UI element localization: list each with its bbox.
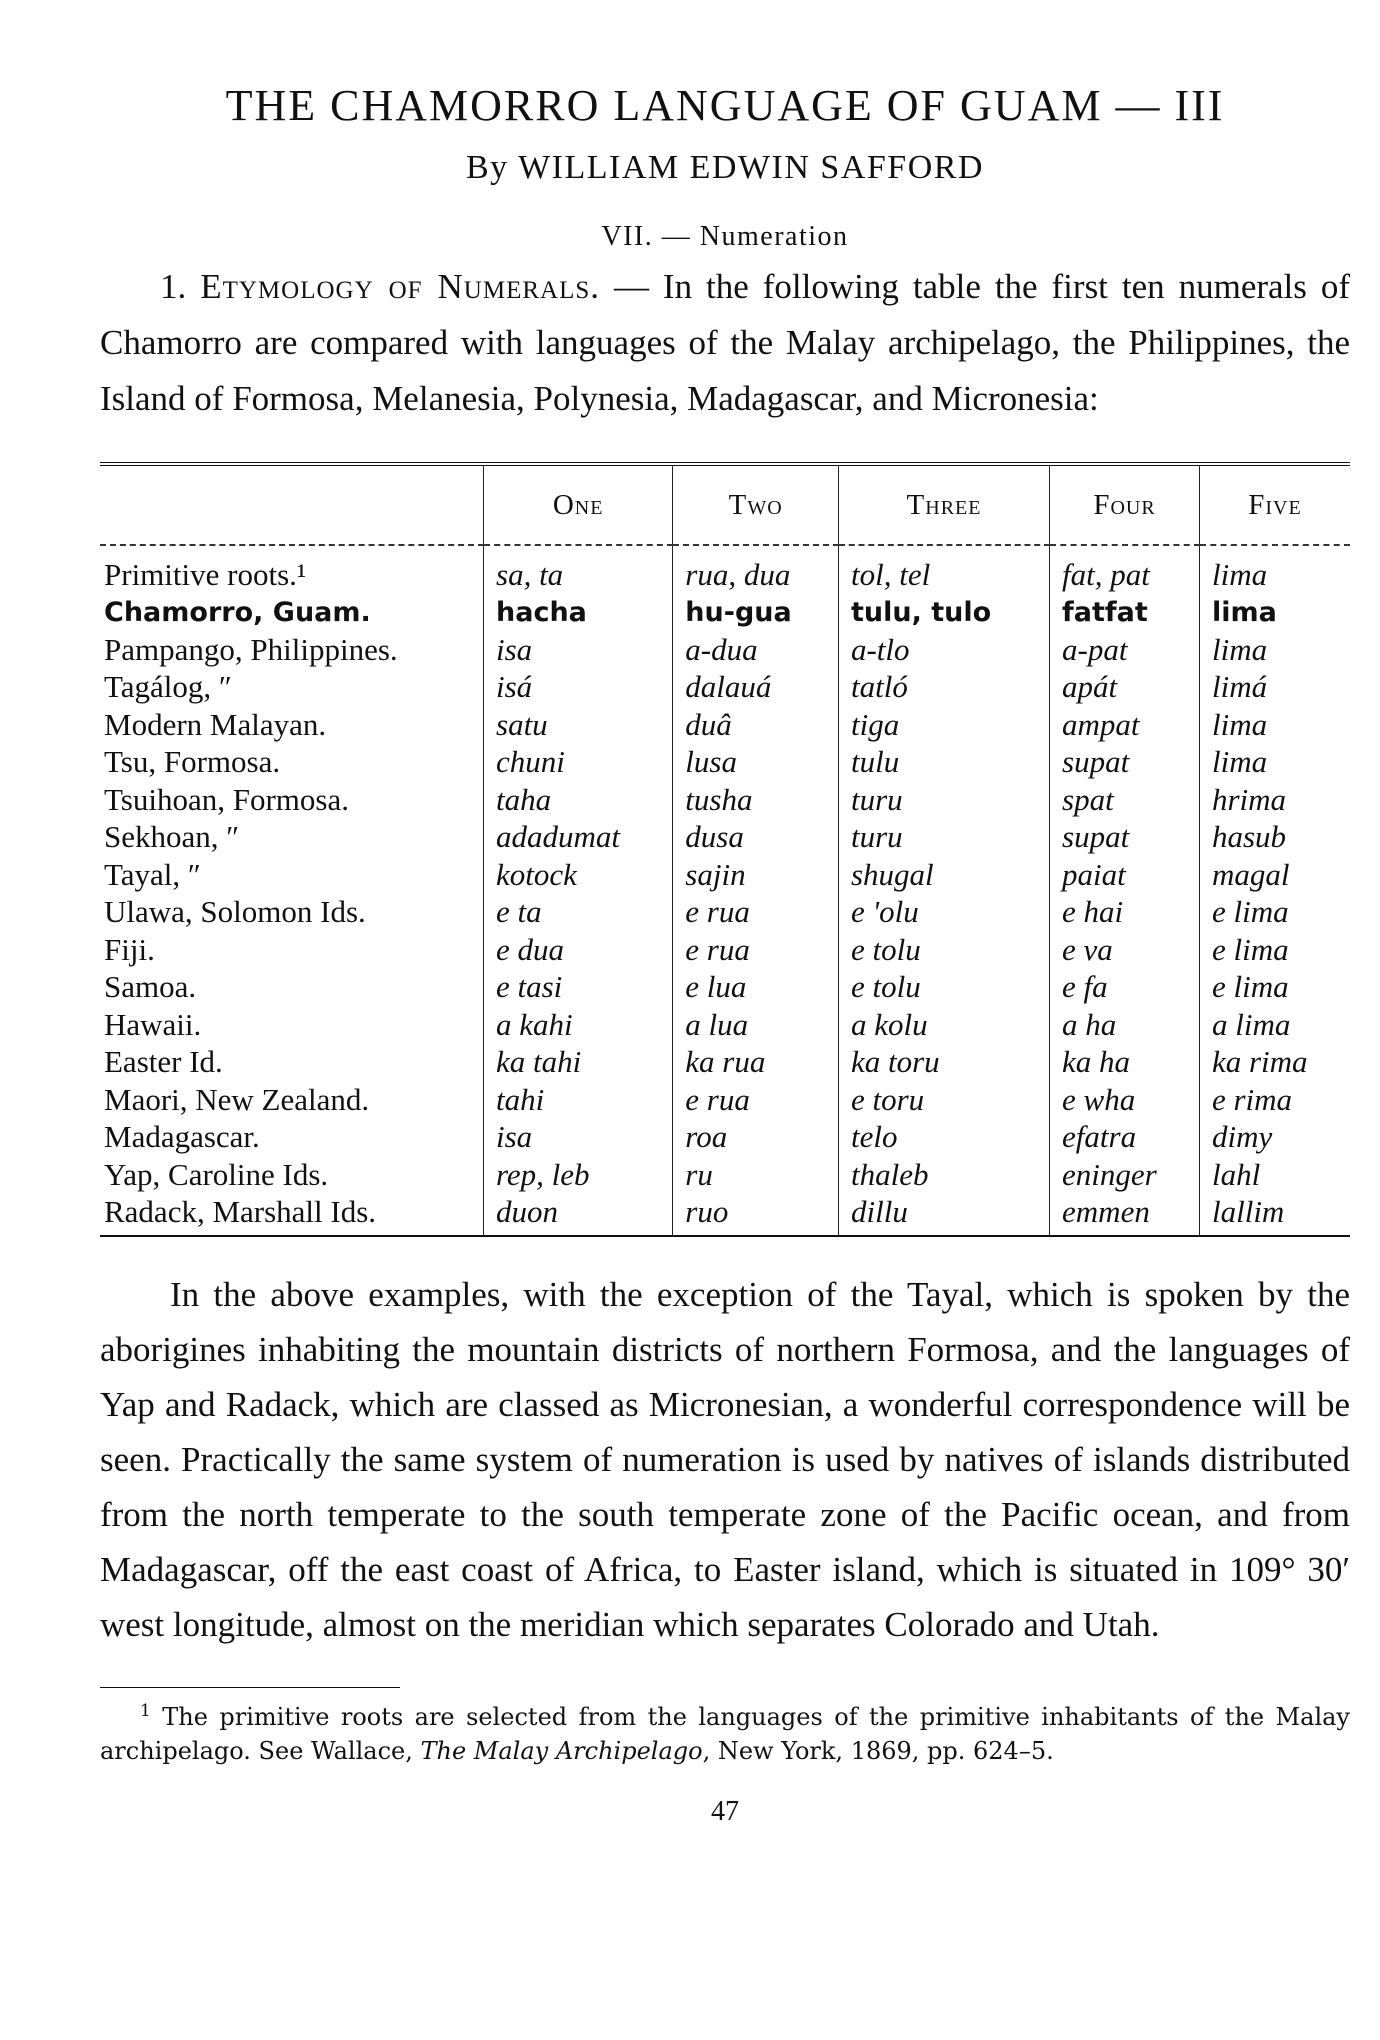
numeral-five-cell: a lima — [1211, 1006, 1291, 1042]
numeral-five-cell: e lima — [1211, 894, 1289, 930]
numeral-four-cell: e hai — [1050, 894, 1200, 932]
numeral-four-cell: fatfat — [1050, 594, 1200, 632]
numeral-four-cell: ka ha — [1050, 1044, 1200, 1082]
numeral-four-cell: a ha — [1050, 1006, 1200, 1044]
numeral-two-cell: tusha — [673, 781, 839, 819]
numeral-five-cell: lima — [1211, 744, 1268, 780]
numeral-two-cell: ruo — [673, 1194, 839, 1237]
table-row — [100, 669, 1350, 707]
numeral-three-cell: ka toru — [838, 1044, 1049, 1082]
numeral-two-cell: dalauá — [673, 669, 839, 707]
page — [100, 60, 1350, 1828]
numeral-one-cell: hacha — [484, 594, 673, 632]
numeral-three-cell: thaleb — [838, 1156, 1049, 1194]
language-cell: Tayal, ″ — [100, 856, 484, 894]
intro-text: — In the following table the first ten numerals of Chamorro are compared with languages of the Malay archipelago, the Philippines, the Island of Formosa, Melanesia, Polynesia, Madagascar, and Micronesia: — [100, 267, 1350, 418]
header-four: Four — [1050, 464, 1200, 545]
numeral-five-cell: lahl — [1211, 1156, 1261, 1192]
language-cell: Yap, Caroline Ids. — [100, 1156, 484, 1194]
numeral-one-cell: rep, leb — [484, 1156, 673, 1194]
numeral-four-cell: e fa — [1050, 969, 1200, 1007]
numeral-one-cell: a kahi — [484, 1006, 673, 1044]
header-three: Three — [838, 464, 1049, 545]
footnote-mark: 1 — [140, 1701, 151, 1721]
language-cell: Samoa. — [100, 969, 484, 1007]
table-row — [100, 931, 1350, 969]
numeral-five-cell: lima — [1211, 706, 1268, 742]
footnote-text-after: , New York, 1869, pp. 624–5. — [702, 1737, 1054, 1765]
numeral-five-cell: dimy — [1211, 1119, 1273, 1155]
numeral-five-cell: hasub — [1211, 819, 1287, 855]
numeral-one-cell: ka tahi — [484, 1044, 673, 1082]
numeral-two-cell: dusa — [673, 819, 839, 857]
numeral-five-cell: hrima — [1211, 781, 1287, 817]
language-cell: Primitive roots.¹ — [100, 545, 484, 594]
numeral-one-cell: e dua — [484, 931, 673, 969]
numeral-three-cell: turu — [838, 819, 1049, 857]
numeral-three-cell: e tolu — [838, 931, 1049, 969]
numeral-one-cell: e tasi — [484, 969, 673, 1007]
intro-paragraph — [100, 259, 1350, 427]
header-one: One — [484, 464, 673, 545]
numeral-five-cell: lima — [1211, 596, 1277, 628]
table-row — [100, 781, 1350, 819]
table-row — [100, 594, 1350, 632]
table-header-row — [100, 464, 1350, 545]
numeral-two-cell: e lua — [673, 969, 839, 1007]
numeral-three-cell: e toru — [838, 1081, 1049, 1119]
numeral-four-cell: supat — [1050, 744, 1200, 782]
author-byline: By WILLIAM EDWIN SAFFORD — [466, 149, 984, 186]
table-body — [100, 545, 1350, 1236]
numeral-two-cell: ka rua — [673, 1044, 839, 1082]
numeral-two-cell: ru — [673, 1156, 839, 1194]
numeral-four-cell: e wha — [1050, 1081, 1200, 1119]
numeral-three-cell: tatló — [838, 669, 1049, 707]
table-row — [100, 1156, 1350, 1194]
intro-number: 1. — [160, 267, 187, 306]
numeral-two-cell: sajin — [673, 856, 839, 894]
language-cell: Pampango, Philippines. — [100, 631, 484, 669]
language-cell: Fiji. — [100, 931, 484, 969]
table-row — [100, 969, 1350, 1007]
article-title: THE CHAMORRO LANGUAGE OF GUAM — III — [225, 81, 1225, 130]
table-row — [100, 706, 1350, 744]
numerals-table — [100, 462, 1350, 1237]
numeral-one-cell: adadumat — [484, 819, 673, 857]
numeral-one-cell: tahi — [484, 1081, 673, 1119]
numeral-two-cell: a lua — [673, 1006, 839, 1044]
numeral-one-cell: isa — [484, 631, 673, 669]
numeral-three-cell: e 'olu — [838, 894, 1049, 932]
language-cell: Tsuihoan, Formosa. — [100, 781, 484, 819]
section-heading: VII. — Numeration — [601, 221, 849, 252]
numeral-four-cell: apát — [1050, 669, 1200, 707]
numeral-five-cell: e lima — [1211, 931, 1289, 967]
numeral-three-cell: tulu, tulo — [838, 594, 1049, 632]
numeral-five-cell: e rima — [1211, 1081, 1293, 1117]
table-row — [100, 1044, 1350, 1082]
numeral-three-cell: shugal — [838, 856, 1049, 894]
table-row — [100, 1006, 1350, 1044]
table-row — [100, 856, 1350, 894]
numeral-one-cell: kotock — [484, 856, 673, 894]
language-cell: Chamorro, Guam. — [100, 594, 484, 632]
numeral-four-cell: spat — [1050, 781, 1200, 819]
numeral-two-cell: roa — [673, 1119, 839, 1157]
numeral-five-cell: ka rima — [1211, 1044, 1308, 1080]
table-row — [100, 1194, 1350, 1237]
numeral-two-cell: e rua — [673, 1081, 839, 1119]
language-cell: Radack, Marshall Ids. — [100, 1194, 484, 1237]
language-cell: Tagálog, ″ — [100, 669, 484, 707]
table-row — [100, 631, 1350, 669]
numeral-four-cell: paiat — [1050, 856, 1200, 894]
language-cell: Madagascar. — [100, 1119, 484, 1157]
numeral-four-cell: e va — [1050, 931, 1200, 969]
header-two: Two — [673, 464, 839, 545]
numeral-one-cell: isa — [484, 1119, 673, 1157]
numeral-five-cell: lima — [1211, 556, 1268, 592]
numeral-five-cell: lima — [1211, 631, 1268, 667]
language-cell: Maori, New Zealand. — [100, 1081, 484, 1119]
table-row — [100, 894, 1350, 932]
numeral-two-cell: lusa — [673, 744, 839, 782]
numeral-four-cell: supat — [1050, 819, 1200, 857]
numeral-three-cell: tol, tel — [838, 545, 1049, 594]
numeral-four-cell: emmen — [1050, 1194, 1200, 1237]
numeral-four-cell: a-pat — [1050, 631, 1200, 669]
numeral-one-cell: sa, ta — [484, 545, 673, 594]
footnote-rule — [100, 1687, 400, 1688]
language-cell: Ulawa, Solomon Ids. — [100, 894, 484, 932]
numeral-one-cell: isá — [484, 669, 673, 707]
numeral-one-cell: duon — [484, 1194, 673, 1237]
numeral-one-cell: satu — [484, 706, 673, 744]
numeral-one-cell: taha — [484, 781, 673, 819]
numeral-three-cell: dillu — [838, 1194, 1049, 1237]
table-row — [100, 744, 1350, 782]
numeral-three-cell: e tolu — [838, 969, 1049, 1007]
numeral-three-cell: telo — [838, 1119, 1049, 1157]
language-cell: Modern Malayan. — [100, 706, 484, 744]
numeral-four-cell: ampat — [1050, 706, 1200, 744]
page-number: 47 — [711, 1796, 739, 1827]
intro-lead: Etymology of Numerals. — [200, 267, 601, 306]
numeral-four-cell: fat, pat — [1050, 545, 1200, 594]
numeral-two-cell: a-dua — [673, 631, 839, 669]
numeral-three-cell: tiga — [838, 706, 1049, 744]
language-cell: Hawaii. — [100, 1006, 484, 1044]
numeral-five-cell: magal — [1211, 856, 1290, 892]
language-cell: Tsu, Formosa. — [100, 744, 484, 782]
numeral-four-cell: efatra — [1050, 1119, 1200, 1157]
language-cell: Sekhoan, ″ — [100, 819, 484, 857]
header-five: Five — [1199, 464, 1350, 545]
body-paragraph: In the above examples, with the exception of the Tayal, which is spoken by the aborigines inhabiting the mountain districts of northern Formosa, and the languages of Yap and Radack, which are classed as Micronesian, a wonderful correspondence will be seen. Practically the same system of numeration is used by natives of islands distributed from the north temperate to the south temperate zone of the Pacific ocean, and from Madagascar, off the east coast of Africa, to Easter island, which is situated in 109° 30′ west longitude, almost on the meridian which separates Colorado and Utah. — [100, 1275, 1350, 1644]
footnote-book-title: The Malay Archipelago — [420, 1737, 703, 1765]
numeral-five-cell: lallim — [1199, 1194, 1350, 1237]
numeral-five-cell: limá — [1211, 669, 1268, 705]
table-row — [100, 819, 1350, 857]
footnote-text-before: The primitive roots are selected from the languages of the primitive inhabitants of the Malay archipelago. See Wallace, — [100, 1703, 1350, 1765]
numeral-five-cell: e lima — [1211, 969, 1289, 1005]
footnote — [100, 1694, 1350, 1768]
numeral-three-cell: tulu — [838, 744, 1049, 782]
table-row — [100, 545, 1350, 594]
numeral-four-cell: eninger — [1050, 1156, 1200, 1194]
numeral-one-cell: e ta — [484, 894, 673, 932]
numeral-three-cell: turu — [838, 781, 1049, 819]
numeral-two-cell: rua, dua — [673, 545, 839, 594]
numeral-three-cell: a kolu — [838, 1006, 1049, 1044]
numeral-one-cell: chuni — [484, 744, 673, 782]
language-cell: Easter Id. — [100, 1044, 484, 1082]
table-row — [100, 1081, 1350, 1119]
numeral-two-cell: e rua — [673, 931, 839, 969]
language-column-header — [100, 464, 484, 545]
numeral-two-cell: e rua — [673, 894, 839, 932]
numeral-three-cell: a-tlo — [838, 631, 1049, 669]
table-row — [100, 1119, 1350, 1157]
numeral-two-cell: duâ — [673, 706, 839, 744]
numeral-two-cell: hu-gua — [673, 594, 839, 632]
